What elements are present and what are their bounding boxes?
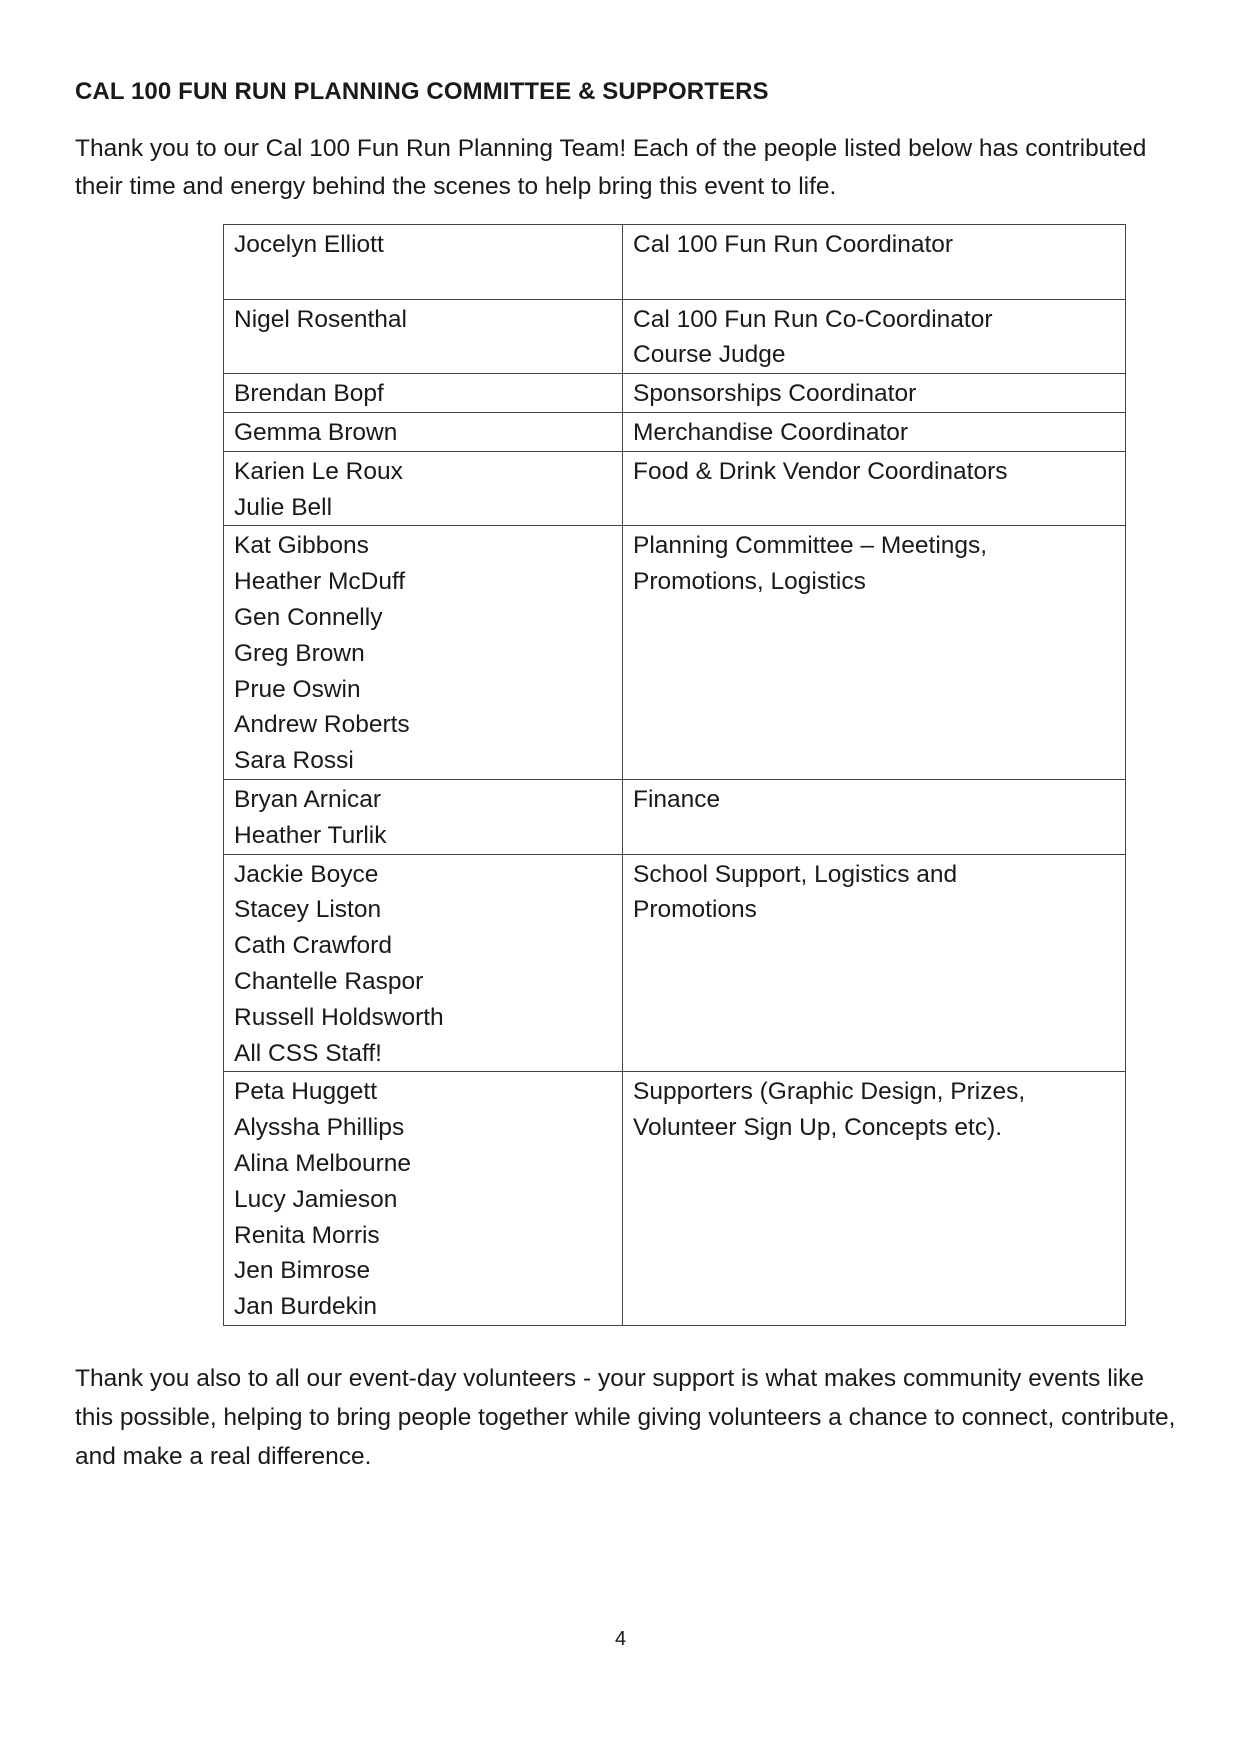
member-name: Kat Gibbons [234, 532, 369, 560]
member-name: Russell Holdsworth [234, 1003, 444, 1031]
role-cell [623, 412, 1126, 451]
role-line: Volunteer Sign Up, Concepts etc). [633, 1114, 1003, 1142]
committee-table-body [224, 225, 1126, 1326]
member-name: Brendan Bopf [234, 380, 384, 408]
table-row [224, 412, 1126, 451]
closing-paragraph: Thank you also to all our event-day volunteers - your support is what makes community events like this possible, helping to bring people together while giving volunteers a chance to connect, contribute, and make a real difference. [75, 1365, 1176, 1470]
member-name: Julie Bell [234, 493, 333, 521]
table-row [224, 1072, 1126, 1326]
role-line: Supporters (Graphic Design, Prizes, [633, 1078, 1026, 1106]
member-name: Jen Bimrose [234, 1257, 371, 1285]
member-name: Bryan Arnicar [234, 785, 382, 813]
member-names-cell [224, 374, 623, 413]
role-cell [623, 299, 1126, 374]
intro-paragraph: Thank you to our Cal 100 Fun Run Planning Team! Each of the people listed below has contributed their time and energy behind the scenes to help bring this event to life. [75, 135, 1147, 200]
member-names-cell [224, 412, 623, 451]
table-row [224, 854, 1126, 1072]
role-cell [623, 374, 1126, 413]
member-name: Jackie Boyce [234, 860, 379, 888]
role-cell [623, 451, 1126, 526]
member-names-cell [224, 225, 623, 300]
member-name: Lucy Jamieson [234, 1185, 398, 1213]
role-line: Merchandise Coordinator [633, 418, 909, 446]
member-name: Chantelle Raspor [234, 967, 424, 995]
member-name: Renita Morris [234, 1221, 380, 1249]
member-name: Peta Huggett [234, 1078, 378, 1106]
table-row [224, 374, 1126, 413]
member-names-cell [224, 299, 623, 374]
role-cell [623, 779, 1126, 854]
member-name: Jan Burdekin [234, 1293, 378, 1321]
member-name: Cath Crawford [234, 932, 392, 960]
member-name: Sara Rossi [234, 747, 354, 775]
member-names-cell [224, 779, 623, 854]
member-name: Heather Turlik [234, 821, 387, 849]
role-cell [623, 1072, 1126, 1326]
member-name: Alina Melbourne [234, 1149, 412, 1177]
role-line: Food & Drink Vendor Coordinators [633, 457, 1008, 485]
page-heading: CAL 100 FUN RUN PLANNING COMMITTEE & SUPPORTERS [75, 78, 769, 105]
table-row [224, 225, 1126, 300]
member-name: Nigel Rosenthal [234, 305, 407, 333]
member-name: Greg Brown [234, 639, 365, 667]
member-name: Gemma Brown [234, 418, 398, 446]
member-name: Heather McDuff [234, 568, 406, 596]
role-line: Promotions [633, 896, 757, 924]
role-line: Sponsorships Coordinator [633, 380, 917, 408]
role-line: Finance [633, 785, 721, 813]
role-line: Promotions, Logistics [633, 568, 866, 596]
member-name: Alyssha Phillips [234, 1114, 405, 1142]
member-name: Gen Connelly [234, 603, 383, 631]
committee-table [223, 224, 1126, 1326]
role-cell [623, 225, 1126, 300]
member-name: Karien Le Roux [234, 457, 403, 485]
role-line: Course Judge [633, 341, 786, 369]
member-names-cell [224, 854, 623, 1072]
table-row [224, 779, 1126, 854]
member-name: Prue Oswin [234, 675, 361, 703]
table-row [224, 299, 1126, 374]
member-name: Andrew Roberts [234, 711, 410, 739]
member-name: Jocelyn Elliott [234, 231, 384, 258]
role-line: Cal 100 Fun Run Coordinator [633, 231, 954, 258]
member-names-cell [224, 451, 623, 526]
member-name: All CSS Staff! [234, 1039, 382, 1067]
table-row [224, 526, 1126, 780]
role-line: Cal 100 Fun Run Co-Coordinator [633, 305, 993, 333]
table-row [224, 451, 1126, 526]
page-number: 4 [614, 1628, 627, 1650]
role-line: School Support, Logistics and [633, 860, 958, 888]
role-cell [623, 854, 1126, 1072]
role-cell [623, 526, 1126, 780]
member-names-cell [224, 1072, 623, 1326]
role-line: Planning Committee – Meetings, [633, 532, 988, 560]
member-names-cell [224, 526, 623, 780]
member-name: Stacey Liston [234, 896, 382, 924]
